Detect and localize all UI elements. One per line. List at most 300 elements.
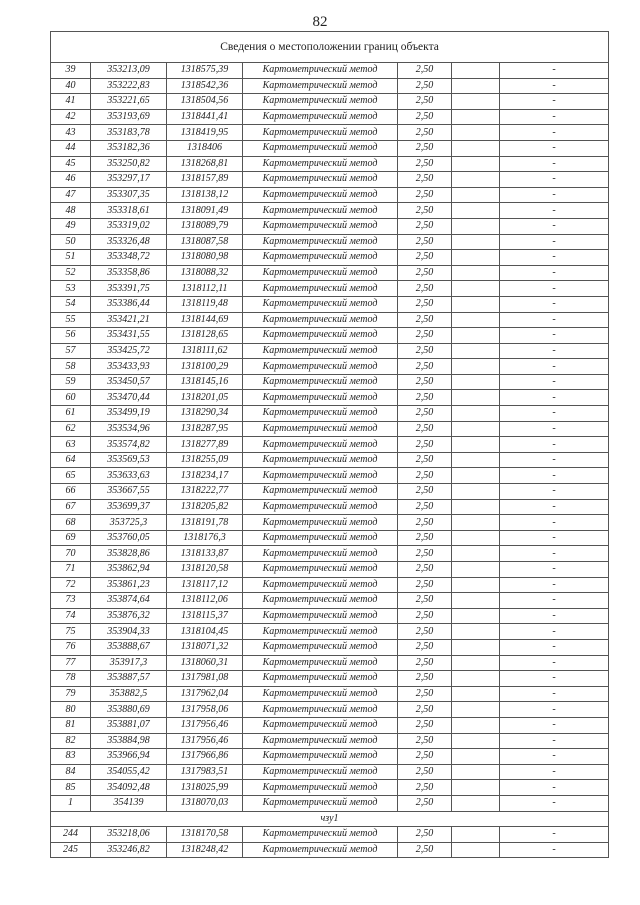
point-number-cell: 65 bbox=[51, 468, 91, 484]
point-number-cell: 64 bbox=[51, 452, 91, 468]
method-cell: Картометрический метод bbox=[243, 406, 398, 422]
coord-x-cell: 353326,48 bbox=[91, 234, 167, 250]
extra-cell bbox=[452, 515, 500, 531]
point-number-cell: 39 bbox=[51, 63, 91, 79]
point-number-cell: 245 bbox=[51, 842, 91, 858]
note-cell: - bbox=[500, 63, 609, 79]
accuracy-cell: 2,50 bbox=[398, 203, 452, 219]
method-cell: Картометрический метод bbox=[243, 717, 398, 733]
coord-y-cell: 1318205,82 bbox=[167, 499, 243, 515]
point-number-cell: 52 bbox=[51, 265, 91, 281]
method-cell: Картометрический метод bbox=[243, 655, 398, 671]
point-number-cell: 66 bbox=[51, 484, 91, 500]
point-number-cell: 56 bbox=[51, 328, 91, 344]
extra-cell bbox=[452, 749, 500, 765]
point-number-cell: 76 bbox=[51, 639, 91, 655]
coord-y-cell: 1318504,56 bbox=[167, 94, 243, 110]
extra-cell bbox=[452, 265, 500, 281]
note-cell: - bbox=[500, 250, 609, 266]
note-cell: - bbox=[500, 140, 609, 156]
table-row bbox=[51, 390, 609, 406]
point-number-cell: 72 bbox=[51, 577, 91, 593]
accuracy-cell: 2,50 bbox=[398, 437, 452, 453]
coord-y-cell: 1318112,11 bbox=[167, 281, 243, 297]
point-number-cell: 44 bbox=[51, 140, 91, 156]
coord-y-cell: 1318070,03 bbox=[167, 795, 243, 811]
extra-cell bbox=[452, 312, 500, 328]
coord-x-cell: 353880,69 bbox=[91, 702, 167, 718]
coord-x-cell: 353862,94 bbox=[91, 562, 167, 578]
method-cell: Картометрический метод bbox=[243, 359, 398, 375]
note-cell: - bbox=[500, 468, 609, 484]
table-row bbox=[51, 281, 609, 297]
extra-cell bbox=[452, 78, 500, 94]
method-cell: Картометрический метод bbox=[243, 281, 398, 297]
note-cell: - bbox=[500, 795, 609, 811]
coord-x-cell: 353218,06 bbox=[91, 827, 167, 843]
table-row bbox=[51, 530, 609, 546]
method-cell: Картометрический метод bbox=[243, 686, 398, 702]
coord-y-cell: 1318145,16 bbox=[167, 374, 243, 390]
coord-y-cell: 1318575,39 bbox=[167, 63, 243, 79]
note-cell: - bbox=[500, 608, 609, 624]
coord-y-cell: 1318191,78 bbox=[167, 515, 243, 531]
extra-cell bbox=[452, 468, 500, 484]
method-cell: Картометрический метод bbox=[243, 702, 398, 718]
extra-cell bbox=[452, 172, 500, 188]
extra-cell bbox=[452, 686, 500, 702]
coord-x-cell: 353433,93 bbox=[91, 359, 167, 375]
accuracy-cell: 2,50 bbox=[398, 484, 452, 500]
note-cell: - bbox=[500, 125, 609, 141]
accuracy-cell: 2,50 bbox=[398, 187, 452, 203]
accuracy-cell: 2,50 bbox=[398, 359, 452, 375]
note-cell: - bbox=[500, 624, 609, 640]
accuracy-cell: 2,50 bbox=[398, 234, 452, 250]
extra-cell bbox=[452, 187, 500, 203]
coord-x-cell: 353246,82 bbox=[91, 842, 167, 858]
accuracy-cell: 2,50 bbox=[398, 499, 452, 515]
point-number-cell: 40 bbox=[51, 78, 91, 94]
point-number-cell: 77 bbox=[51, 655, 91, 671]
point-number-cell: 58 bbox=[51, 359, 91, 375]
note-cell: - bbox=[500, 328, 609, 344]
coord-y-cell: 1318117,12 bbox=[167, 577, 243, 593]
method-cell: Картометрический метод bbox=[243, 187, 398, 203]
accuracy-cell: 2,50 bbox=[398, 733, 452, 749]
coord-y-cell: 1318157,89 bbox=[167, 172, 243, 188]
accuracy-cell: 2,50 bbox=[398, 702, 452, 718]
point-number-cell: 46 bbox=[51, 172, 91, 188]
accuracy-cell: 2,50 bbox=[398, 764, 452, 780]
accuracy-cell: 2,50 bbox=[398, 515, 452, 531]
coord-x-cell: 353725,3 bbox=[91, 515, 167, 531]
table-row bbox=[51, 374, 609, 390]
point-number-cell: 54 bbox=[51, 296, 91, 312]
coord-x-cell: 353297,17 bbox=[91, 172, 167, 188]
note-cell: - bbox=[500, 499, 609, 515]
accuracy-cell: 2,50 bbox=[398, 577, 452, 593]
accuracy-cell: 2,50 bbox=[398, 406, 452, 422]
note-cell: - bbox=[500, 437, 609, 453]
point-number-cell: 41 bbox=[51, 94, 91, 110]
coord-y-cell: 1318144,69 bbox=[167, 312, 243, 328]
extra-cell bbox=[452, 296, 500, 312]
note-cell: - bbox=[500, 390, 609, 406]
accuracy-cell: 2,50 bbox=[398, 686, 452, 702]
method-cell: Картометрический метод bbox=[243, 827, 398, 843]
coord-y-cell: 1317983,51 bbox=[167, 764, 243, 780]
accuracy-cell: 2,50 bbox=[398, 63, 452, 79]
note-cell: - bbox=[500, 764, 609, 780]
coord-y-cell: 1318071,32 bbox=[167, 639, 243, 655]
point-number-cell: 78 bbox=[51, 671, 91, 687]
method-cell: Картометрический метод bbox=[243, 296, 398, 312]
accuracy-cell: 2,50 bbox=[398, 343, 452, 359]
accuracy-cell: 2,50 bbox=[398, 827, 452, 843]
coord-y-cell: 1318419,95 bbox=[167, 125, 243, 141]
table-row bbox=[51, 140, 609, 156]
table-row bbox=[51, 827, 609, 843]
accuracy-cell: 2,50 bbox=[398, 562, 452, 578]
method-cell: Картометрический метод bbox=[243, 671, 398, 687]
table-title: Сведения о местоположении границ объекта bbox=[51, 32, 609, 63]
coord-x-cell: 353182,36 bbox=[91, 140, 167, 156]
point-number-cell: 43 bbox=[51, 125, 91, 141]
note-cell: - bbox=[500, 749, 609, 765]
accuracy-cell: 2,50 bbox=[398, 593, 452, 609]
table-row bbox=[51, 624, 609, 640]
note-cell: - bbox=[500, 452, 609, 468]
point-number-cell: 82 bbox=[51, 733, 91, 749]
extra-cell bbox=[452, 795, 500, 811]
table-row bbox=[51, 671, 609, 687]
point-number-cell: 83 bbox=[51, 749, 91, 765]
method-cell: Картометрический метод bbox=[243, 733, 398, 749]
accuracy-cell: 2,50 bbox=[398, 78, 452, 94]
table-row bbox=[51, 546, 609, 562]
accuracy-cell: 2,50 bbox=[398, 265, 452, 281]
point-number-cell: 73 bbox=[51, 593, 91, 609]
accuracy-cell: 2,50 bbox=[398, 296, 452, 312]
table-row bbox=[51, 312, 609, 328]
method-cell: Картометрический метод bbox=[243, 795, 398, 811]
extra-cell bbox=[452, 530, 500, 546]
accuracy-cell: 2,50 bbox=[398, 94, 452, 110]
method-cell: Картометрический метод bbox=[243, 452, 398, 468]
coord-x-cell: 353319,02 bbox=[91, 218, 167, 234]
coord-x-cell: 353966,94 bbox=[91, 749, 167, 765]
table-row bbox=[51, 172, 609, 188]
method-cell: Картометрический метод bbox=[243, 546, 398, 562]
accuracy-cell: 2,50 bbox=[398, 749, 452, 765]
method-cell: Картометрический метод bbox=[243, 421, 398, 437]
note-cell: - bbox=[500, 655, 609, 671]
coord-y-cell: 1318088,32 bbox=[167, 265, 243, 281]
coord-x-cell: 353222,83 bbox=[91, 78, 167, 94]
note-cell: - bbox=[500, 530, 609, 546]
point-number-cell: 71 bbox=[51, 562, 91, 578]
method-cell: Картометрический метод bbox=[243, 390, 398, 406]
coord-x-cell: 353881,07 bbox=[91, 717, 167, 733]
accuracy-cell: 2,50 bbox=[398, 530, 452, 546]
table-row bbox=[51, 562, 609, 578]
extra-cell bbox=[452, 764, 500, 780]
extra-cell bbox=[452, 780, 500, 796]
point-number-cell: 60 bbox=[51, 390, 91, 406]
table-row bbox=[51, 437, 609, 453]
accuracy-cell: 2,50 bbox=[398, 156, 452, 172]
table-row bbox=[51, 764, 609, 780]
point-number-cell: 84 bbox=[51, 764, 91, 780]
point-number-cell: 55 bbox=[51, 312, 91, 328]
table-row bbox=[51, 156, 609, 172]
extra-cell bbox=[452, 421, 500, 437]
note-cell: - bbox=[500, 281, 609, 297]
table-row bbox=[51, 593, 609, 609]
coord-x-cell: 354092,48 bbox=[91, 780, 167, 796]
method-cell: Картометрический метод bbox=[243, 265, 398, 281]
coord-y-cell: 1318128,65 bbox=[167, 328, 243, 344]
extra-cell bbox=[452, 63, 500, 79]
coord-y-cell: 1318255,09 bbox=[167, 452, 243, 468]
table-row bbox=[51, 218, 609, 234]
accuracy-cell: 2,50 bbox=[398, 717, 452, 733]
accuracy-cell: 2,50 bbox=[398, 655, 452, 671]
extra-cell bbox=[452, 94, 500, 110]
coord-y-cell: 1317956,46 bbox=[167, 717, 243, 733]
coord-x-cell: 353876,32 bbox=[91, 608, 167, 624]
accuracy-cell: 2,50 bbox=[398, 312, 452, 328]
coord-y-cell: 1318091,49 bbox=[167, 203, 243, 219]
point-number-cell: 50 bbox=[51, 234, 91, 250]
extra-cell bbox=[452, 156, 500, 172]
note-cell: - bbox=[500, 593, 609, 609]
coord-x-cell: 353386,44 bbox=[91, 296, 167, 312]
extra-cell bbox=[452, 328, 500, 344]
note-cell: - bbox=[500, 780, 609, 796]
coord-y-cell: 1317956,46 bbox=[167, 733, 243, 749]
coord-x-cell: 353917,3 bbox=[91, 655, 167, 671]
coord-x-cell: 353861,23 bbox=[91, 577, 167, 593]
extra-cell bbox=[452, 359, 500, 375]
extra-cell bbox=[452, 343, 500, 359]
coord-y-cell: 1318104,45 bbox=[167, 624, 243, 640]
extra-cell bbox=[452, 702, 500, 718]
note-cell: - bbox=[500, 702, 609, 718]
table-row bbox=[51, 94, 609, 110]
coord-x-cell: 353470,44 bbox=[91, 390, 167, 406]
method-cell: Картометрический метод bbox=[243, 624, 398, 640]
coord-y-cell: 1318176,3 bbox=[167, 530, 243, 546]
extra-cell bbox=[452, 437, 500, 453]
accuracy-cell: 2,50 bbox=[398, 109, 452, 125]
note-cell: - bbox=[500, 639, 609, 655]
extra-cell bbox=[452, 639, 500, 655]
point-number-cell: 48 bbox=[51, 203, 91, 219]
table-row bbox=[51, 780, 609, 796]
extra-cell bbox=[452, 125, 500, 141]
coord-y-cell: 1317981,08 bbox=[167, 671, 243, 687]
extra-cell bbox=[452, 203, 500, 219]
note-cell: - bbox=[500, 94, 609, 110]
method-cell: Картометрический метод bbox=[243, 374, 398, 390]
note-cell: - bbox=[500, 546, 609, 562]
coord-y-cell: 1317962,04 bbox=[167, 686, 243, 702]
extra-cell bbox=[452, 234, 500, 250]
coord-x-cell: 353425,72 bbox=[91, 343, 167, 359]
note-cell: - bbox=[500, 717, 609, 733]
extra-cell bbox=[452, 546, 500, 562]
accuracy-cell: 2,50 bbox=[398, 421, 452, 437]
coord-x-cell: 353884,98 bbox=[91, 733, 167, 749]
method-cell: Картометрический метод bbox=[243, 639, 398, 655]
method-cell: Картометрический метод bbox=[243, 577, 398, 593]
extra-cell bbox=[452, 655, 500, 671]
note-cell: - bbox=[500, 172, 609, 188]
extra-cell bbox=[452, 281, 500, 297]
coord-x-cell: 353348,72 bbox=[91, 250, 167, 266]
table-row bbox=[51, 577, 609, 593]
note-cell: - bbox=[500, 577, 609, 593]
accuracy-cell: 2,50 bbox=[398, 125, 452, 141]
accuracy-cell: 2,50 bbox=[398, 671, 452, 687]
note-cell: - bbox=[500, 203, 609, 219]
coord-y-cell: 1317966,86 bbox=[167, 749, 243, 765]
coord-y-cell: 1318201,05 bbox=[167, 390, 243, 406]
table-row bbox=[51, 795, 609, 811]
note-cell: - bbox=[500, 156, 609, 172]
coord-y-cell: 1317958,06 bbox=[167, 702, 243, 718]
coord-y-cell: 1318234,17 bbox=[167, 468, 243, 484]
extra-cell bbox=[452, 452, 500, 468]
coord-y-cell: 1318441,41 bbox=[167, 109, 243, 125]
table-row bbox=[51, 250, 609, 266]
coord-y-cell: 1318542,36 bbox=[167, 78, 243, 94]
method-cell: Картометрический метод bbox=[243, 172, 398, 188]
coord-y-cell: 1318222,77 bbox=[167, 484, 243, 500]
coord-y-cell: 1318287,95 bbox=[167, 421, 243, 437]
note-cell: - bbox=[500, 733, 609, 749]
coord-x-cell: 353887,57 bbox=[91, 671, 167, 687]
coord-x-cell: 354055,42 bbox=[91, 764, 167, 780]
accuracy-cell: 2,50 bbox=[398, 468, 452, 484]
table-row bbox=[51, 842, 609, 858]
extra-cell bbox=[452, 140, 500, 156]
point-number-cell: 1 bbox=[51, 795, 91, 811]
coord-x-cell: 353250,82 bbox=[91, 156, 167, 172]
note-cell: - bbox=[500, 343, 609, 359]
table-row bbox=[51, 125, 609, 141]
extra-cell bbox=[452, 484, 500, 500]
table-row bbox=[51, 608, 609, 624]
coord-x-cell: 354139 bbox=[91, 795, 167, 811]
method-cell: Картометрический метод bbox=[243, 234, 398, 250]
note-cell: - bbox=[500, 842, 609, 858]
coord-x-cell: 353421,21 bbox=[91, 312, 167, 328]
coord-x-cell: 353318,61 bbox=[91, 203, 167, 219]
method-cell: Картометрический метод bbox=[243, 593, 398, 609]
note-cell: - bbox=[500, 484, 609, 500]
table-row bbox=[51, 484, 609, 500]
coord-x-cell: 353358,86 bbox=[91, 265, 167, 281]
method-cell: Картометрический метод bbox=[243, 63, 398, 79]
extra-cell bbox=[452, 733, 500, 749]
coord-y-cell: 1318060,31 bbox=[167, 655, 243, 671]
point-number-cell: 79 bbox=[51, 686, 91, 702]
method-cell: Картометрический метод bbox=[243, 842, 398, 858]
point-number-cell: 47 bbox=[51, 187, 91, 203]
point-number-cell: 51 bbox=[51, 250, 91, 266]
coord-x-cell: 353633,63 bbox=[91, 468, 167, 484]
table-row bbox=[51, 515, 609, 531]
coord-x-cell: 353882,5 bbox=[91, 686, 167, 702]
method-cell: Картометрический метод bbox=[243, 562, 398, 578]
method-cell: Картометрический метод bbox=[243, 343, 398, 359]
extra-cell bbox=[452, 250, 500, 266]
coord-y-cell: 1318268,81 bbox=[167, 156, 243, 172]
point-number-cell: 80 bbox=[51, 702, 91, 718]
note-cell: - bbox=[500, 421, 609, 437]
table-row bbox=[51, 265, 609, 281]
method-cell: Картометрический метод bbox=[243, 125, 398, 141]
point-number-cell: 62 bbox=[51, 421, 91, 437]
note-cell: - bbox=[500, 671, 609, 687]
coord-y-cell: 1318138,12 bbox=[167, 187, 243, 203]
method-cell: Картометрический метод bbox=[243, 530, 398, 546]
note-cell: - bbox=[500, 374, 609, 390]
note-cell: - bbox=[500, 686, 609, 702]
method-cell: Картометрический метод bbox=[243, 515, 398, 531]
note-cell: - bbox=[500, 78, 609, 94]
note-cell: - bbox=[500, 218, 609, 234]
boundary-coordinates-table bbox=[50, 31, 609, 858]
point-number-cell: 57 bbox=[51, 343, 91, 359]
method-cell: Картометрический метод bbox=[243, 328, 398, 344]
coord-x-cell: 353534,96 bbox=[91, 421, 167, 437]
extra-cell bbox=[452, 218, 500, 234]
point-number-cell: 53 bbox=[51, 281, 91, 297]
extra-cell bbox=[452, 499, 500, 515]
note-cell: - bbox=[500, 562, 609, 578]
coord-x-cell: 353569,53 bbox=[91, 452, 167, 468]
method-cell: Картометрический метод bbox=[243, 499, 398, 515]
point-number-cell: 244 bbox=[51, 827, 91, 843]
coord-y-cell: 1318290,34 bbox=[167, 406, 243, 422]
table-row bbox=[51, 234, 609, 250]
coord-x-cell: 353828,86 bbox=[91, 546, 167, 562]
extra-cell bbox=[452, 562, 500, 578]
coord-y-cell: 1318115,37 bbox=[167, 608, 243, 624]
accuracy-cell: 2,50 bbox=[398, 374, 452, 390]
accuracy-cell: 2,50 bbox=[398, 546, 452, 562]
accuracy-cell: 2,50 bbox=[398, 250, 452, 266]
accuracy-cell: 2,50 bbox=[398, 218, 452, 234]
table-row bbox=[51, 63, 609, 79]
method-cell: Картометрический метод bbox=[243, 312, 398, 328]
extra-cell bbox=[452, 827, 500, 843]
coord-y-cell: 1318112,06 bbox=[167, 593, 243, 609]
accuracy-cell: 2,50 bbox=[398, 172, 452, 188]
method-cell: Картометрический метод bbox=[243, 468, 398, 484]
table-row bbox=[51, 639, 609, 655]
extra-cell bbox=[452, 109, 500, 125]
table-row bbox=[51, 421, 609, 437]
coord-y-cell: 1318406 bbox=[167, 140, 243, 156]
note-cell: - bbox=[500, 515, 609, 531]
table-row bbox=[51, 406, 609, 422]
extra-cell bbox=[452, 717, 500, 733]
